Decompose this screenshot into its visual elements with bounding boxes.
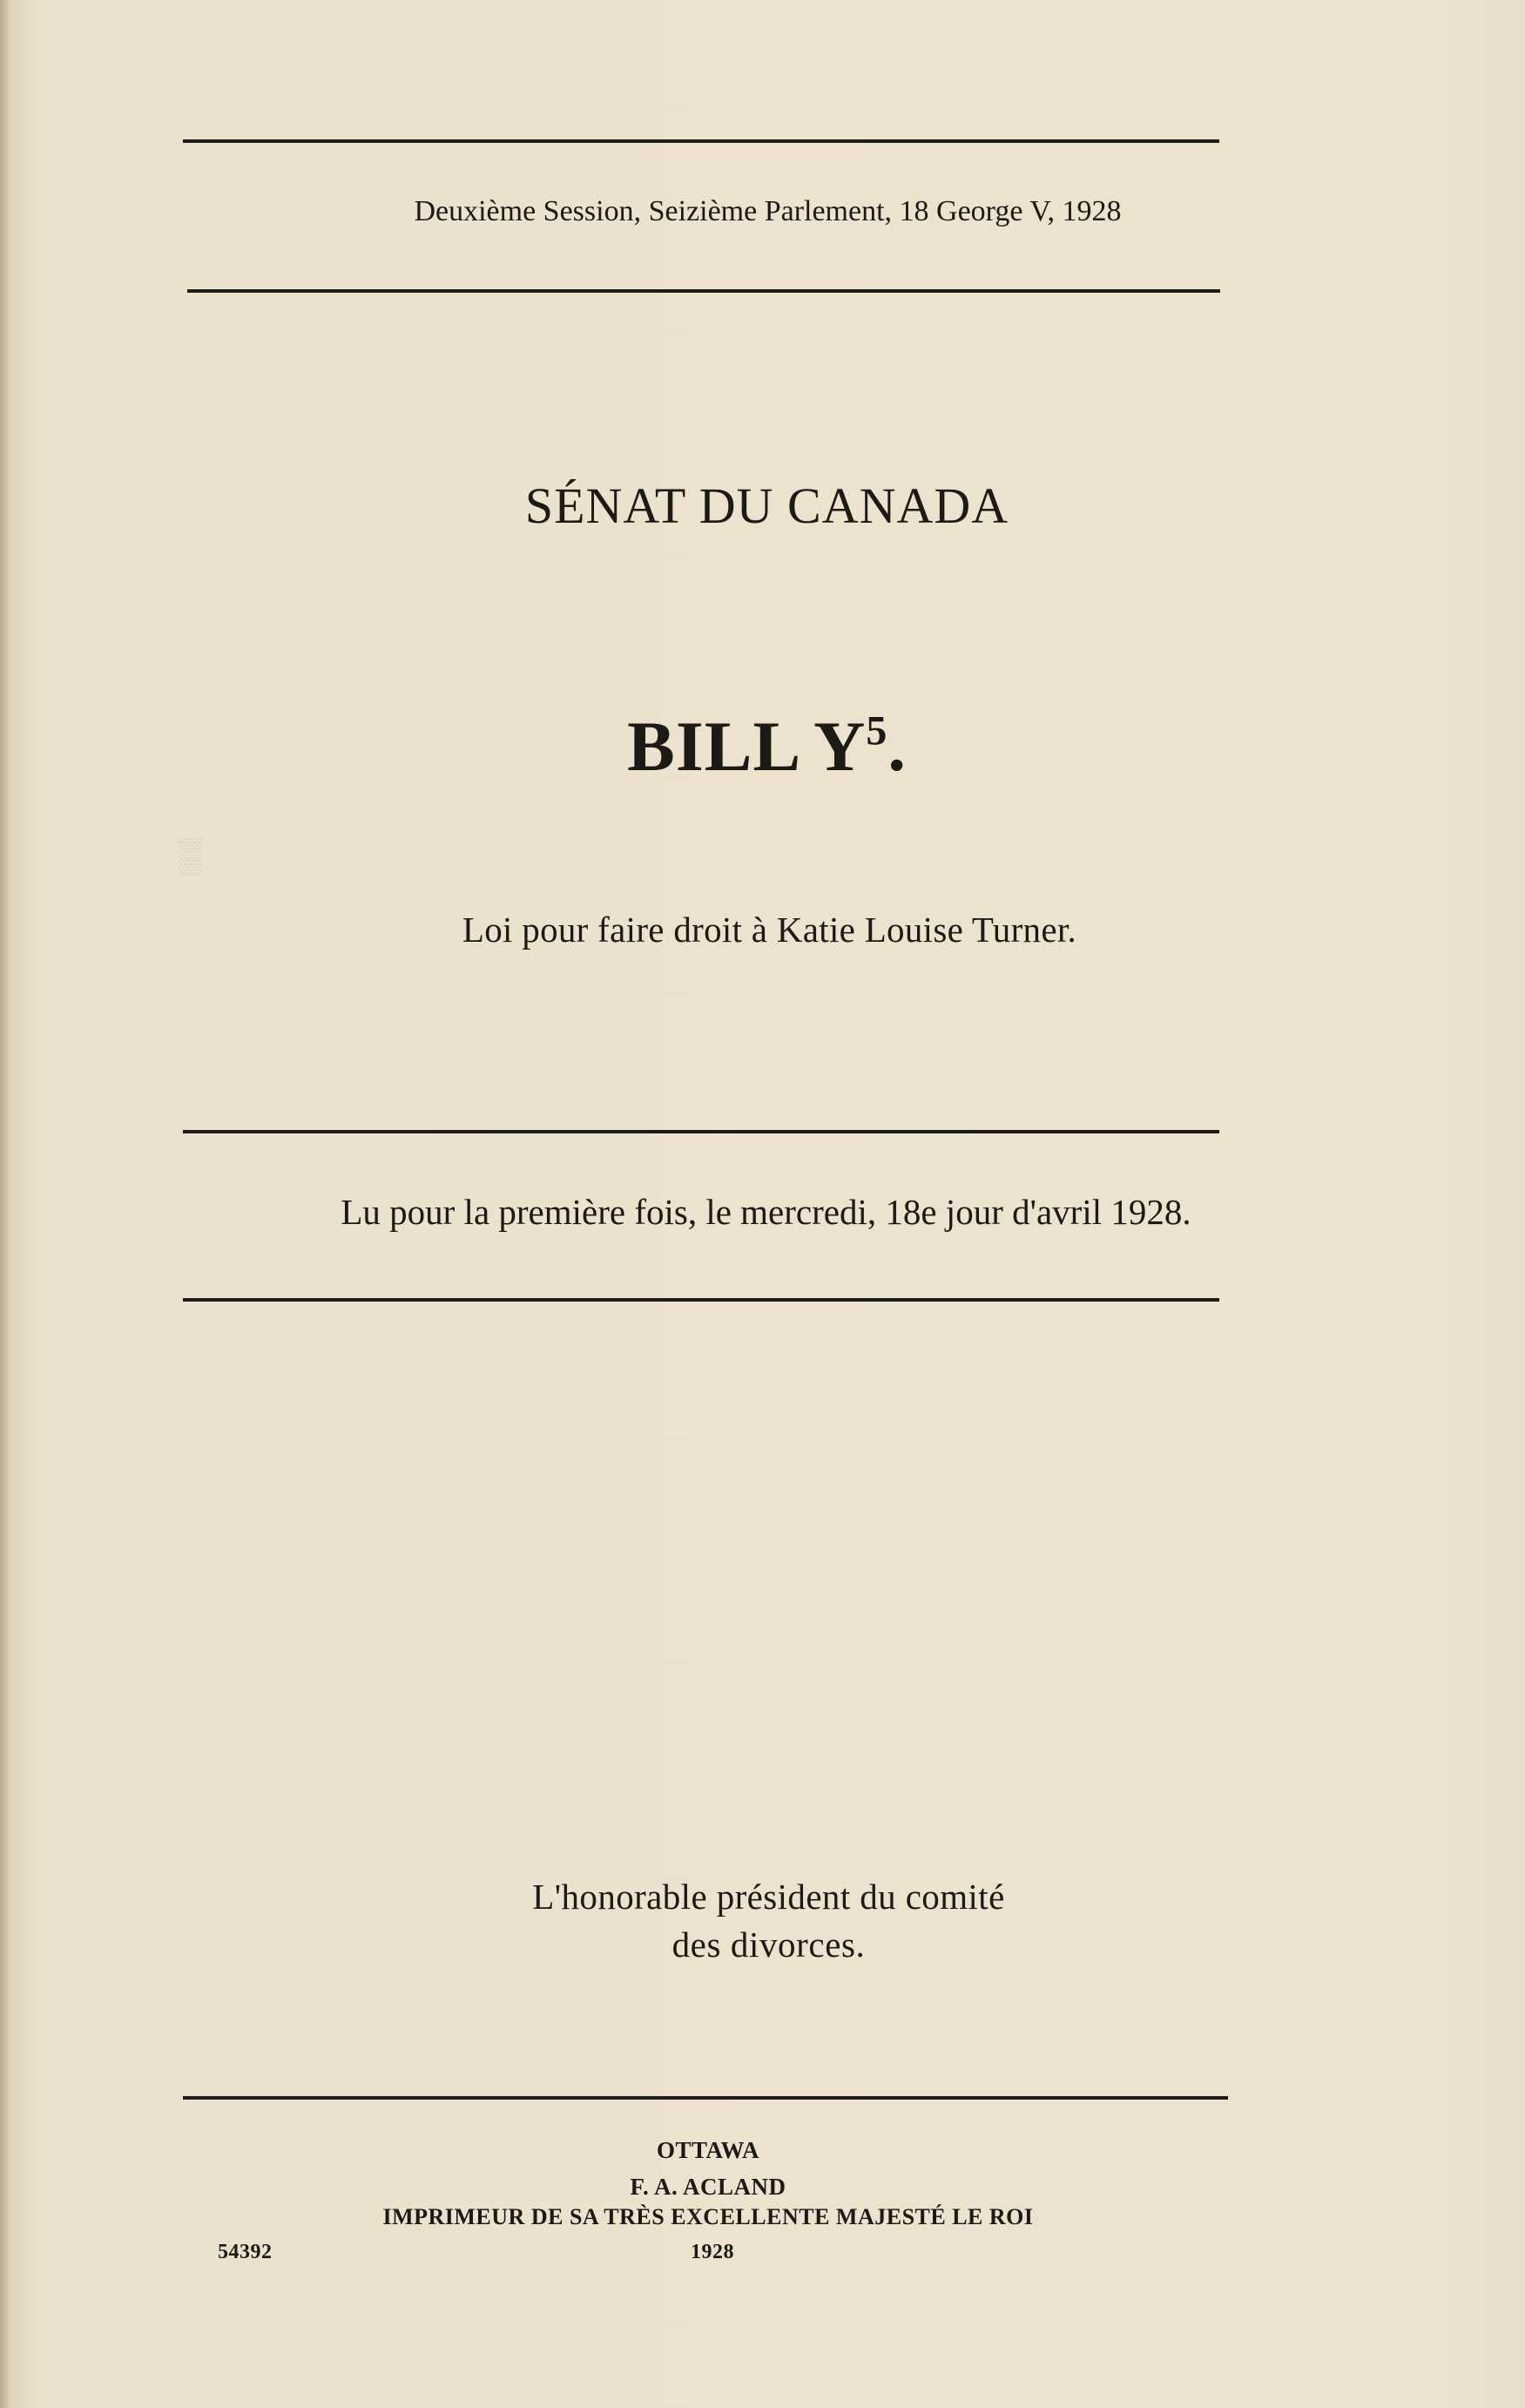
- bill-superscript: 5: [866, 707, 888, 754]
- bill-purpose: Loi pour faire droit à Katie Louise Turner.: [462, 910, 1077, 950]
- session-line: Deuxième Session, Seizième Parlement, 18 George V, 1928: [414, 195, 1122, 227]
- show-through-text: ▒: [179, 837, 202, 874]
- top-rule-lower: [187, 289, 1220, 293]
- top-rule-upper: [183, 139, 1219, 143]
- sponsor-line-1: L'honorable président du comité: [532, 1877, 1005, 1917]
- imprint-printer: F. A. ACLAND: [630, 2174, 786, 2200]
- bill-prefix: BILL Y: [627, 707, 867, 786]
- first-reading-line: Lu pour la première fois, le mercredi, 18e jour d'avril 1928.: [341, 1192, 1191, 1232]
- chamber-title: SÉNAT DU CANADA: [524, 477, 1009, 534]
- print-job-code: 54392: [218, 2241, 273, 2263]
- imprint-city: OTTAWA: [656, 2137, 760, 2163]
- imprint-rule: [183, 2096, 1228, 2100]
- sponsor-line-2: des divorces.: [671, 1924, 866, 1965]
- imprint-year: 1928: [691, 2241, 734, 2263]
- imprint-office: IMPRIMEUR DE SA TRÈS EXCELLENTE MAJESTÉ LE ROI: [382, 2204, 1034, 2229]
- bill-suffix: .: [887, 707, 907, 786]
- reading-rule-upper: [183, 1130, 1219, 1133]
- reading-rule-lower: [183, 1298, 1219, 1302]
- bill-number: [4, 706, 1525, 788]
